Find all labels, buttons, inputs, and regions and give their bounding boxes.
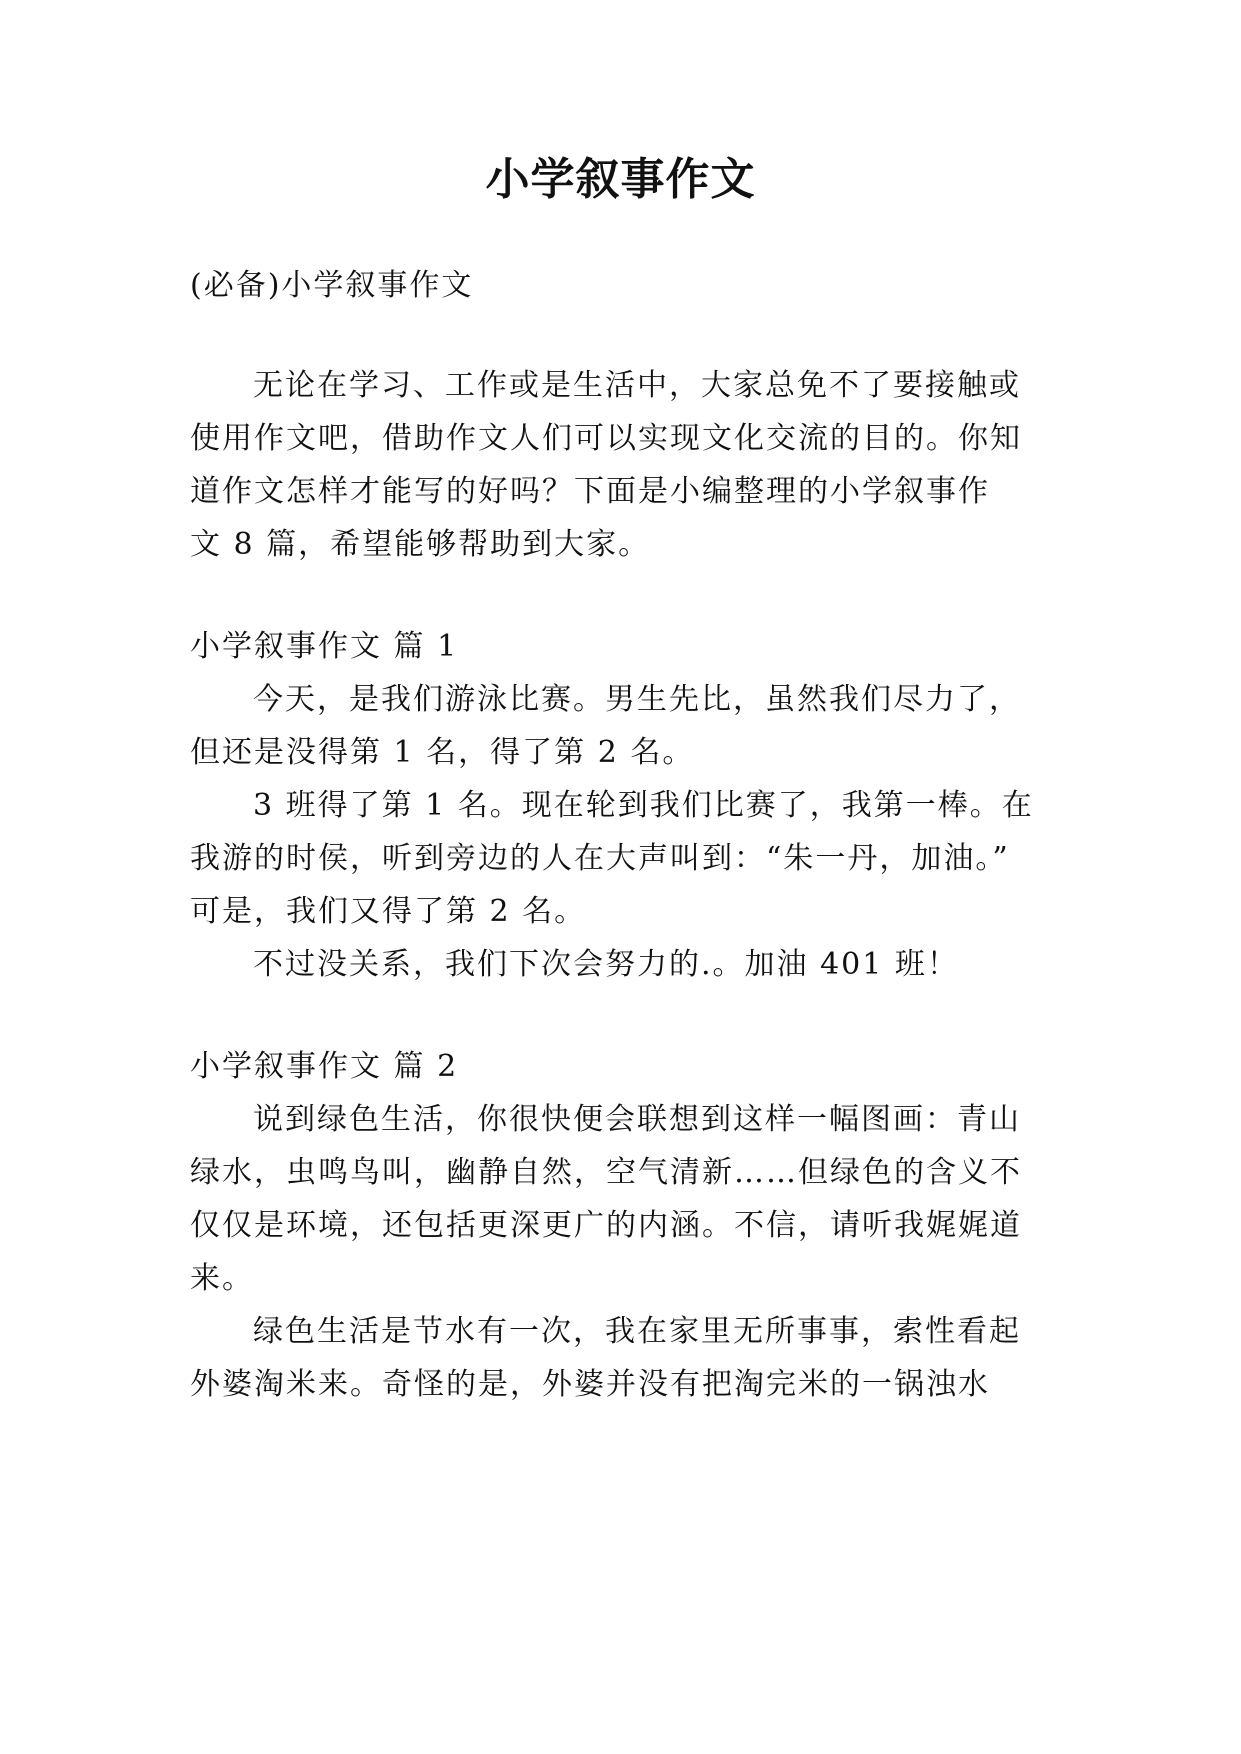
intro-line: 使用作文吧，借助作文人们可以实现文化交流的目的。你知 xyxy=(190,421,1022,456)
section-heading: 小学叙事作文 篇 1 xyxy=(190,629,459,664)
section-line: 今天，是我们游泳比赛。男生先比，虽然我们尽力了， xyxy=(253,682,1021,717)
section-line: 绿色生活是节水有一次，我在家里无所事事，索性看起 xyxy=(253,1314,1021,1349)
section-line: 但还是没得第 1 名，得了第 2 名。 xyxy=(190,735,695,770)
section-line: 来。 xyxy=(190,1261,254,1296)
section-line: 不过没关系，我们下次会努力的.。加油 401 班！ xyxy=(253,947,959,982)
section-line: 可是，我们又得了第 2 名。 xyxy=(190,894,587,929)
section-line: 仅仅是环境，还包括更深更广的内涵。不信，请听我娓娓道 xyxy=(190,1208,1022,1243)
section-line: 3 班得了第 1 名。现在轮到我们比赛了，我第一棒。在 xyxy=(253,788,1034,823)
document-subtitle: (必备)小学叙事作文 xyxy=(190,268,474,303)
section-line: 我游的时侯，听到旁边的人在大声叫到：“朱一丹，加油。” xyxy=(190,841,1010,876)
page-title: 小学叙事作文 xyxy=(485,154,756,205)
section-heading: 小学叙事作文 篇 2 xyxy=(190,1049,459,1084)
intro-line: 无论在学习、工作或是生活中，大家总免不了要接触或 xyxy=(253,368,1021,403)
section-line: 说到绿色生活，你很快便会联想到这样一幅图画：青山 xyxy=(253,1102,1021,1137)
section-line: 外婆淘米来。奇怪的是，外婆并没有把淘完米的一锅浊水 xyxy=(190,1367,990,1402)
section-line: 绿水，虫鸣鸟叫，幽静自然，空气清新……但绿色的含义不 xyxy=(190,1155,1022,1190)
intro-line: 文 8 篇，希望能够帮助到大家。 xyxy=(190,527,651,562)
intro-line: 道作文怎样才能写的好吗？下面是小编整理的小学叙事作 xyxy=(190,474,990,509)
